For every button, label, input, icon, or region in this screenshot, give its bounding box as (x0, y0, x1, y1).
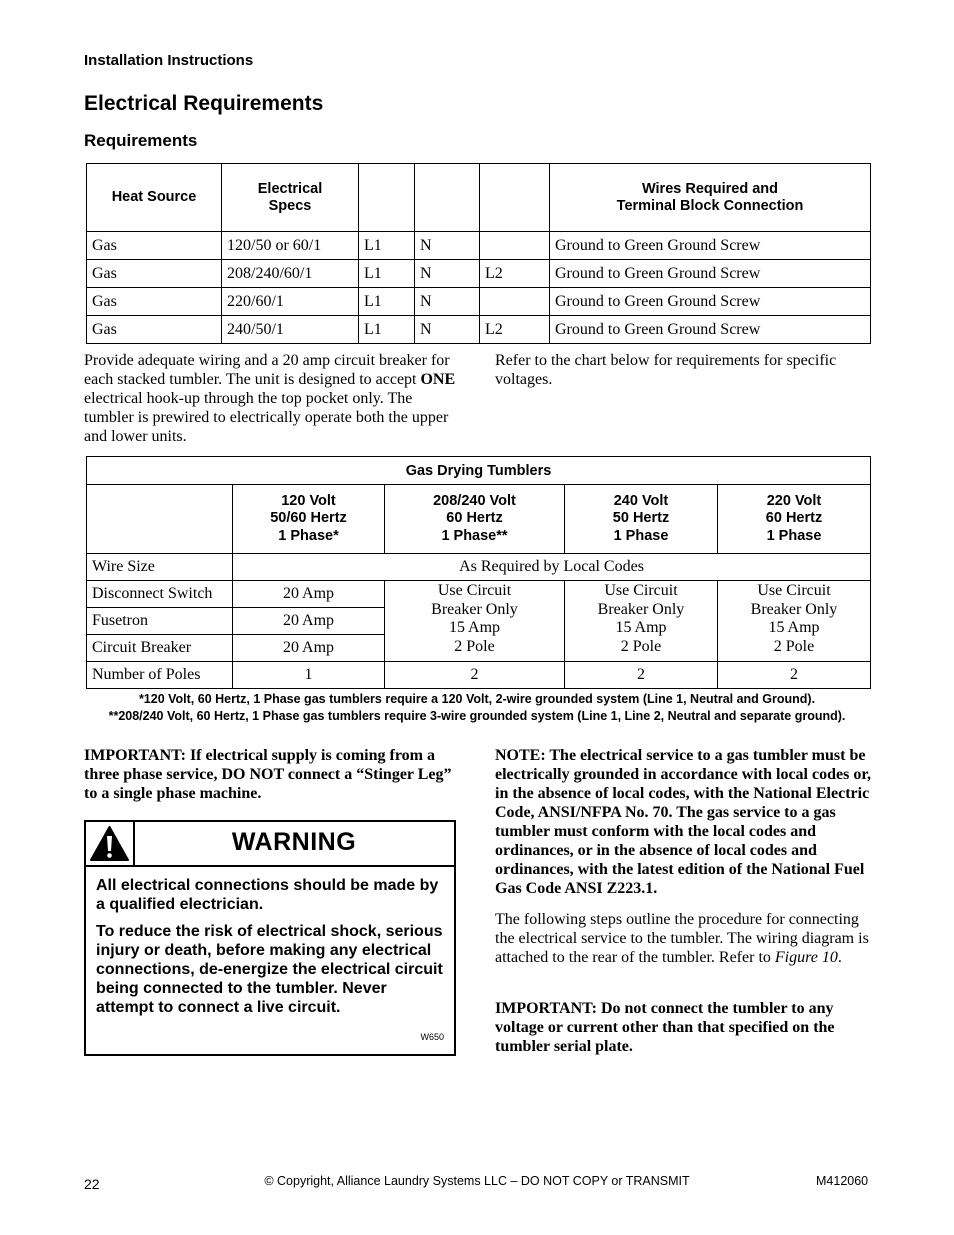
table-cell: Gas (87, 316, 222, 344)
column-header (480, 164, 550, 232)
table-row (87, 581, 871, 608)
table-cell: Use Circuit Breaker Only 15 Amp 2 Pole (718, 581, 871, 662)
column-header: 220 Volt 60 Hertz 1 Phase (718, 485, 871, 554)
row-label: Number of Poles (87, 662, 233, 689)
table-row (87, 554, 871, 581)
column-header: 120 Volt 50/60 Hertz 1 Phase* (233, 485, 385, 554)
copyright-notice: © Copyright, Alliance Laundry Systems LLC – DO NOT COPY or TRANSMIT (264, 1174, 690, 1188)
column-header: 208/240 Volt 60 Hertz 1 Phase** (385, 485, 565, 554)
footnote-208-240-volt: **208/240 Volt, 60 Hertz, 1 Phase gas tumblers require 3-wire grounded system (Line 1, Line 2, Neutral and separate ground). (108, 709, 846, 723)
section-title: Electrical Requirements (84, 92, 324, 115)
footnote-120-volt: *120 Volt, 60 Hertz, 1 Phase gas tumblers require a 120 Volt, 2-wire grounded system (Line 1, Neutral and Ground). (138, 692, 816, 706)
page-number: 22 (84, 1176, 100, 1192)
table-row (87, 662, 871, 689)
table-title: Gas Drying Tumblers (87, 457, 871, 485)
column-header (415, 164, 480, 232)
table-cell: Gas (87, 288, 222, 316)
column-header (359, 164, 415, 232)
row-label: Disconnect Switch (87, 581, 233, 608)
table-cell: L1 (359, 260, 415, 288)
column-header: Wires Required and Terminal Block Connection (550, 164, 871, 232)
table-cell: 240/50/1 (222, 316, 359, 344)
chart-reference-paragraph: Refer to the chart below for requirements for specific voltages. (495, 352, 837, 388)
row-label: Wire Size (87, 554, 233, 581)
warning-triangle-icon (86, 822, 135, 865)
table-row (87, 232, 871, 260)
important-three-phase-note: IMPORTANT: If electrical supply is coming from a three phase service, DO NOT connect a “Stinger Leg” to a single phase machine. (84, 747, 452, 802)
document-number: M412060 (816, 1174, 869, 1188)
requirements-table (86, 163, 871, 344)
column-header (87, 485, 233, 554)
table-cell (480, 288, 550, 316)
subsection-title: Requirements (84, 131, 198, 150)
table-cell: N (415, 288, 480, 316)
table-cell: 2 (718, 662, 871, 689)
table-cell: 2 (565, 662, 718, 689)
table-cell: 1 (233, 662, 385, 689)
table-cell: L2 (480, 316, 550, 344)
row-label: Fusetron (87, 608, 233, 635)
table-row (87, 316, 871, 344)
table-cell: N (415, 232, 480, 260)
warning-paragraph: All electrical connections should be made by a qualified electrician. (96, 877, 439, 913)
table-cell: L1 (359, 232, 415, 260)
important-voltage-note: IMPORTANT: Do not connect the tumbler to any voltage or current other than that specified on the tumbler serial plate. (495, 1000, 835, 1055)
warning-header (86, 822, 454, 867)
table-cell (480, 232, 550, 260)
table-cell: 20 Amp (233, 608, 385, 635)
table-row (87, 288, 871, 316)
table-cell: N (415, 316, 480, 344)
grounding-note: NOTE: The electrical service to a gas tumbler must be electrically grounded in accordance with local codes or, in the absence of local codes, with the National Electric Code, ANSI/NFPA No. 70. The gas service to a gas tumbler must conform with the local codes and ordinances, or in the absence of local codes and ordinances, with the latest edition of the National Fuel Gas Code ANSI Z223.1. (495, 747, 871, 897)
table-cell: Use Circuit Breaker Only 15 Amp 2 Pole (385, 581, 565, 662)
table-cell: Ground to Green Ground Screw (550, 232, 871, 260)
table-cell: 120/50 or 60/1 (222, 232, 359, 260)
table-cell: 20 Amp (233, 635, 385, 662)
warning-body (96, 876, 446, 1025)
table-cell: Ground to Green Ground Screw (550, 260, 871, 288)
table-cell: Ground to Green Ground Screw (550, 316, 871, 344)
warning-paragraph: To reduce the risk of electrical shock, serious injury or death, before making any electrical connections, de-energize the electrical circuit being connected to the tumbler. Never attempt to connect a live circuit. (96, 923, 443, 1016)
figure-reference: Figure 10 (774, 949, 838, 966)
row-label: Circuit Breaker (87, 635, 233, 662)
warning-box (84, 820, 456, 1056)
table-cell: 208/240/60/1 (222, 260, 359, 288)
table-cell: 220/60/1 (222, 288, 359, 316)
table-title-row (87, 457, 871, 485)
table-header-row (87, 164, 871, 232)
table-cell: 2 (385, 662, 565, 689)
gas-drying-tumblers-table (86, 456, 871, 689)
table-cell: Use Circuit Breaker Only 15 Amp 2 Pole (565, 581, 718, 662)
table-cell: N (415, 260, 480, 288)
table-cell: Gas (87, 232, 222, 260)
column-header: Electrical Specs (222, 164, 359, 232)
table-cell: L1 (359, 288, 415, 316)
header-label: Installation Instructions (84, 52, 254, 69)
steps-paragraph: The following steps outline the procedure for connecting the electrical service to the tumbler. The wiring diagram is attached to the rear of the tumbler. Refer to Figure 10. (495, 911, 869, 966)
table-header-row (87, 485, 871, 554)
table-cell: L2 (480, 260, 550, 288)
wiring-paragraph: Provide adequate wiring and a 20 amp circuit breaker for each stacked tumbler. The unit is designed to accept ONE electrical hook-up through the top pocket only. The tumbler is prewired to electrically operate both the upper and lower units. (84, 352, 456, 445)
table-cell: Gas (87, 260, 222, 288)
warning-title: WARNING (231, 828, 357, 856)
column-header: 240 Volt 50 Hertz 1 Phase (565, 485, 718, 554)
warning-code: W650 (420, 1032, 444, 1042)
column-header: Heat Source (87, 164, 222, 232)
table-row (87, 260, 871, 288)
table-cell: 20 Amp (233, 581, 385, 608)
table-cell: L1 (359, 316, 415, 344)
table-cell: Ground to Green Ground Screw (550, 288, 871, 316)
table-cell: As Required by Local Codes (233, 554, 871, 581)
